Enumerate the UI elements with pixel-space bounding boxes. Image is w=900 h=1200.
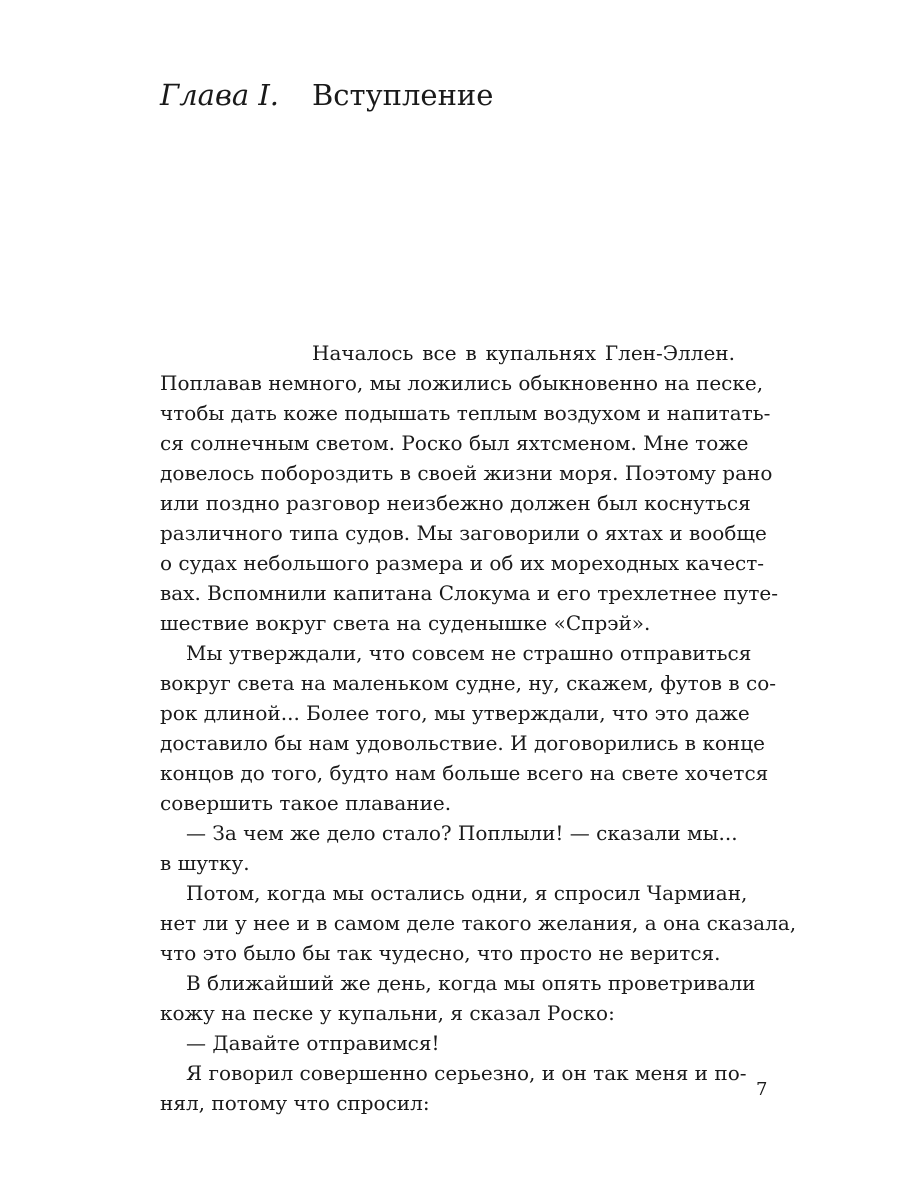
chapter-label: Глава I. xyxy=(160,78,280,112)
text-line: нял, потому что спросил: xyxy=(160,1091,430,1115)
text-line: что это было бы так чудесно, что просто не верится. xyxy=(160,941,721,965)
text-line: совершить такое плавание. xyxy=(160,791,452,815)
text-line: нет ли у нее и в самом деле такого желания, а она сказала, xyxy=(160,911,797,935)
text-line: кожу на песке у купальни, я сказал Роско: xyxy=(160,1001,615,1025)
text-line: вокруг света на маленьком судне, ну, скажем, футов в со- xyxy=(160,671,777,695)
page-number: 7 xyxy=(756,1079,768,1100)
text-line: Потом, когда мы остались одни, я спросил Чармиан, xyxy=(186,881,748,905)
text-line: доставило бы нам удовольствие. И договорились в конце xyxy=(160,731,765,755)
text-line: Мы утверждали, что совсем не страшно отправиться xyxy=(186,641,752,665)
text-line: Я говорил совершенно серьезно, и он так меня и по- xyxy=(186,1061,747,1085)
text-line: Поплавав немного, мы ложились обыкновенно на песке, xyxy=(160,371,764,395)
text-line: чтобы дать коже подышать теплым воздухом и напитать- xyxy=(160,401,771,425)
text-line: концов до того, будто нам больше всего на свете хочется xyxy=(160,761,769,785)
chapter-title: Вступление xyxy=(312,78,494,112)
text-line: Началось все в купальнях Глен-Эллен. xyxy=(312,341,735,365)
text-line: рок длиной... Более того, мы утверждали, что это даже xyxy=(160,701,750,725)
text-line: ся солнечным светом. Роско был яхтсменом. Мне тоже xyxy=(160,431,749,455)
text-line: в шутку. xyxy=(160,851,250,875)
text-line: — За чем же дело стало? Поплыли! — сказали мы... xyxy=(186,821,738,845)
text-line: В ближайший же день, когда мы опять проветривали xyxy=(186,971,756,995)
body-text xyxy=(160,338,797,1118)
text-line: довелось побороздить в своей жизни моря. Поэтому рано xyxy=(160,461,773,485)
text-line: — Давайте отправимся! xyxy=(186,1031,440,1055)
text-line: или поздно разговор неизбежно должен был коснуться xyxy=(160,491,751,515)
chapter-heading xyxy=(160,70,493,120)
text-line: вах. Вспомнили капитана Слокума и его трехлетнее путе- xyxy=(160,581,778,605)
text-line: о судах небольшого размера и об их мореходных качест- xyxy=(160,551,765,575)
text-line: шествие вокруг света на суденышке «Спрэй». xyxy=(160,611,651,635)
text-line: различного типа судов. Мы заговорили о яхтах и вообще xyxy=(160,521,767,545)
